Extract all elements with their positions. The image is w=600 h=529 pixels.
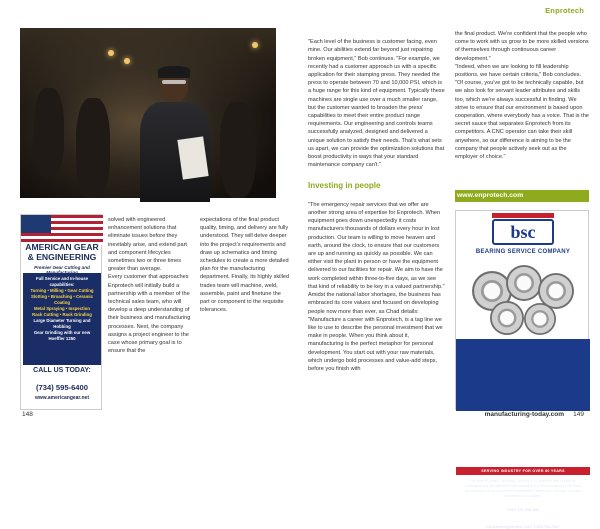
ad-subtitle: Premier Gear Cutting and [34,265,90,270]
company-name: BEARING SERVICE COMPANY [475,249,571,255]
tagline-strip: SERVING INDUSTRY FOR OVER 80 YEARS [456,467,590,475]
services-heading: Full Service and In-house capabilities: [35,276,89,287]
section-brand-tag: Enprotech [545,6,584,15]
american-gear-ad[interactable] [20,214,102,410]
website-bar[interactable]: www.enprotech.com [455,190,589,202]
page-number-left: 148 [22,411,33,418]
bsc-logo: bsc [492,219,554,245]
website-link[interactable]: bearing-service.com [488,514,558,521]
call-us-label: CALL US TODAY: [33,367,91,374]
paragraph: "Each level of the business is customer facing, even mine. Our abilities extend far beyond just repairing broken equipment," Bob continues. "For example, we recently had a customer approach us with a specific application for their stamping press. They needed the press to operate between 70 and 10,000 PSI, which is a huge range for this kind of equipment. Typically these machines are single use over a much smaller range, but the customer wanted to broaden the press' capabilities to meet their entire product range requirements. Our engineering and controls teams successfully analyzed, designed and delivered a unique solution to satisfy their needs. That's what sets us apart, we can provide the optimization solutions that boost productivity in ways that your standard maintenance company can't." [308,39,445,169]
service-line: Metal Spraying • Inspection [34,306,90,311]
phone-number[interactable]: (734) 595-6400 [36,383,88,392]
visit-label: VISIT US ONLINE [506,507,540,512]
footer-site: manufacturing-today.com [484,411,564,418]
website-link[interactable]: www.americangear.net [34,395,89,401]
body-column-1: solved with engineered enhancement solutions that eliminate issues before they inevitably arise, and extend part and component lifecycles sometimes two or three times greater than average. Every customer that approaches Enprotech will initially build a partnership with a member of the technical sales team, who will develop a deep understanding of their business and manufacturing processes. Next, the company assigns a project engineer to the case whose primary goal is to ensure that the [108,217,191,355]
ad-blurb: For over 80 years, BEARING SERVICE COMPANY has utilized its manufacturing and distributor partnerships to power solutions to the most demanding bearing and power transmission challenges, through new and innovative technologies. [464,479,582,498]
article-photo [20,28,276,198]
service-line: Rack Cutting • Rack Grinding [32,312,92,317]
service-line: Large Diameter Turning and Hobbing [33,318,91,329]
left-page [0,0,300,424]
services-box [23,273,101,365]
body-column-4: the final product. We're confident that the people who come to work with us grow to be more skilled versions of themselves through continuous career development." "Indeed, when we are looking to fill leadership positions, we have certain criteria," Bob concludes. "Of course, you've got to be technically capable, but we also look for servant leader attributes and skills too, which we're always successful in finding. We strive to ensure that our environment is based upon cooperation, where everybody has a voice. That is the secret sauce that separates Enprotech from its competitors. A CNC operator can take their skill anywhere, so our difference is aiming to be the company that people actively seek out as the employer of choice." [455,31,589,161]
right-page [300,0,600,529]
body-column-2: expectations of the final product quality, timing, and delivery are fully understood. They will delve deeper into the project's requirements and draw up schematics and timing schedules to create a more detailed plan for the manufacturing department. Finally, its highly skilled trades team will machine, weld, assemble, paint and finetune the part or component to the requisite tolerances. [200,217,290,314]
contact-line[interactable]: bsc@bearing-service.com | 1.800.783.2327 [486,525,560,529]
service-line: Gear Grinding with our new Hoeffler 1250 [33,330,91,341]
body-column-3 [308,30,446,381]
bearings-image [470,265,576,337]
service-line: Slotting • Broaching • Ceramic Coating [31,294,93,305]
page-number-right: 149 [573,411,584,418]
us-flag-graphic [21,215,103,245]
service-line: Turning • Milling • Gear Cutting [30,288,94,293]
paragraph: "The emergency repair services that we offer are another strong area of expertise for Enprotech. When equipment goes down unexpectedly it costs manufacturers thousands of dollars every hour in lost production. Our team is willing to move heaven and earth, around the clock, to ensure that our customers are up and running as quickly as possible. We can either visit the plant in person or have the equipment delivered to our facilities for repair. We aim to have the work completed within three-to-five days, as we see that kind of reliability to be key in a valued partnership." Amidst the national labor shortages, the business has embraced its core values and focused on developing people now more than ever, as Chad details: "Manufacture a career with Enprotech, is a tag line we like to use to describe the personal investment that we make in people. When you think about it, manufacturing is the perfect metaphor for personal development. You start out with your raw materials, which undergo bold processes and value-add steps, before you finish with [308,201,445,372]
section-subheading: Investing in people [308,180,381,190]
ad-title: AMERICAN GEAR & ENGINEERING [25,242,99,262]
